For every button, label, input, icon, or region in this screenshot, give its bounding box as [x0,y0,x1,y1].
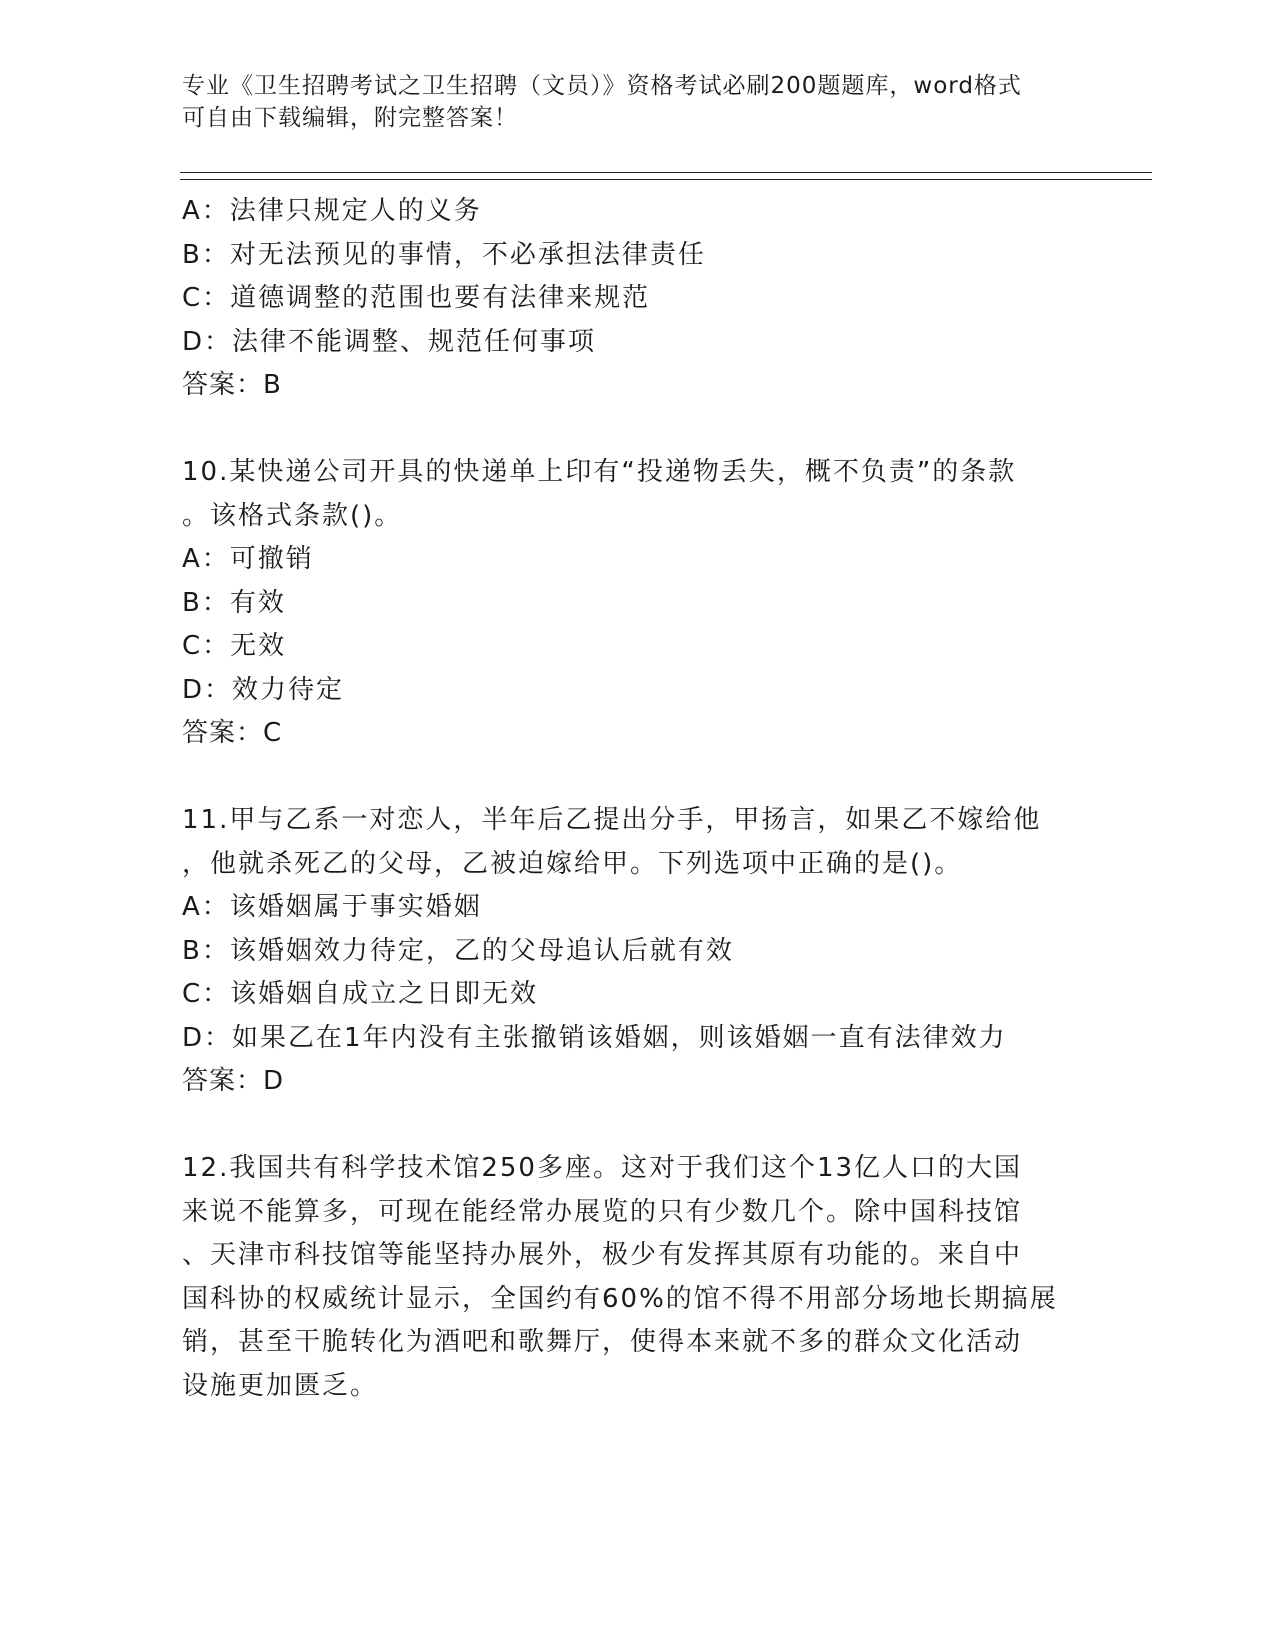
option-a: A：可撤销 [182,544,314,574]
question-11 [182,799,1082,1104]
option-d: D：法律不能调整、规范任何事项 [182,326,597,357]
question-text-line: 来说不能算多，可现在能经常办展览的只有少数几个。除中国科技馆 [182,1196,1023,1227]
header-divider-bottom [180,179,1152,180]
question-text-line: 。该格式条款()。 [182,500,403,531]
question-text-line: 11.甲与乙系一对恋人，半年后乙提出分手，甲扬言，如果乙不嫁给他 [182,805,1042,835]
question-text-line: 国科协的权威统计显示，全国约有60%的馆不得不用部分场地长期搞展 [182,1283,1058,1314]
option-b: B：对无法预见的事情，不必承担法律责任 [182,239,706,270]
option-c: C：无效 [182,631,287,661]
option-d: D：效力待定 [182,674,345,705]
option-c: C：该婚姻自成立之日即无效 [182,979,539,1009]
question-text-line: 、天津市科技馆等能坚持办展外，极少有发挥其原有功能的。来自中 [182,1240,1023,1270]
question-9 [182,190,1082,408]
header-line-2: 可自由下载编辑，附完整答案！ [182,105,518,131]
header-divider-top [180,172,1152,173]
answer: 答案：C [182,718,283,748]
answer: 答案：D [182,1066,285,1096]
spacer [182,1104,1082,1148]
question-text-line: 10.某快递公司开具的快递单上印有“投递物丢失，概不负责”的条款 [182,457,1017,487]
document-header [182,70,1082,134]
option-a: A：法律只规定人的义务 [182,196,482,226]
option-d: D：如果乙在1年内没有主张撤销该婚姻，则该婚姻一直有法律效力 [182,1022,1007,1053]
answer: 答案：B [182,370,282,400]
option-c: C：道德调整的范围也要有法律来规范 [182,283,651,313]
question-text-line: 设施更加匮乏。 [182,1370,379,1401]
spacer [182,408,1082,452]
option-b: B：该婚姻效力待定，乙的父母追认后就有效 [182,935,734,966]
spacer [182,756,1082,800]
option-b: B：有效 [182,587,286,618]
question-10 [182,451,1082,756]
option-a: A：该婚姻属于事实婚姻 [182,892,482,922]
question-12 [182,1147,1082,1408]
question-text-line: 销，甚至干脆转化为酒吧和歌舞厅，使得本来就不多的群众文化活动 [182,1327,1023,1357]
document-body [182,190,1082,1408]
question-text-line: 12.我国共有科学技术馆250多座。这对于我们这个13亿人口的大国 [182,1153,1023,1183]
header-line-1: 专业《卫生招聘考试之卫生招聘（文员）》资格考试必刷200题题库，word格式 [182,73,1022,99]
question-text-line: ，他就杀死乙的父母，乙被迫嫁给甲。下列选项中正确的是()。 [182,848,963,879]
